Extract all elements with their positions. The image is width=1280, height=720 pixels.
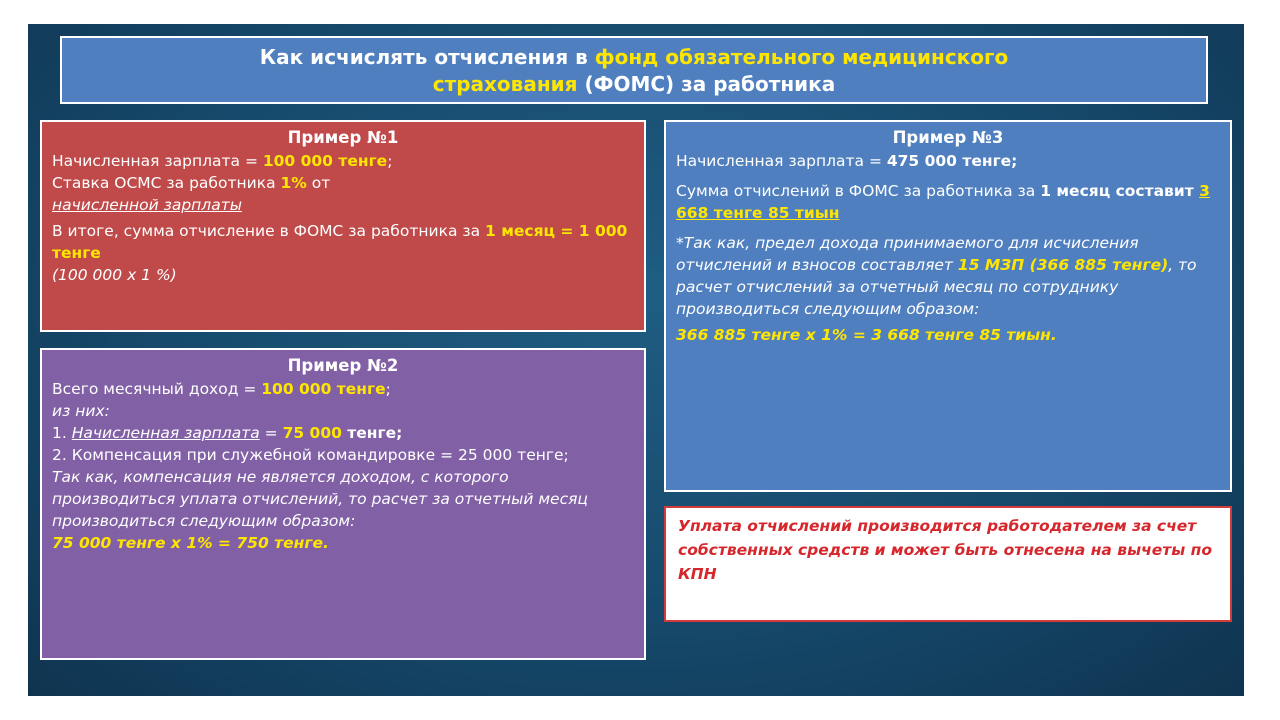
example-1-salary-value: 100 000 тенге (262, 152, 388, 170)
example-1-rate (52, 172, 634, 216)
example-1-rate-value: 1% (280, 174, 307, 192)
example-3-heading: Пример №3 (892, 128, 1004, 147)
title-highlight-2: страхования (432, 72, 578, 96)
notice-text: Уплата отчислений производится работодателем за счет собственных средств и может быть отнесена на вычеты по КПН (678, 517, 1213, 583)
example-2-item-1-unit: тенге; (341, 424, 403, 442)
example-1-result (52, 220, 634, 264)
example-1-result-label: В итоге, сумма отчисление в ФОМС за работника за (52, 222, 486, 240)
example-2-item-2: 2. Компенсация при служебной командировке = 25 000 тенге; (52, 446, 569, 464)
title-part2: (ФОМС) за работника (577, 72, 836, 96)
example-1-box (40, 120, 646, 332)
example-1-salary (52, 150, 634, 172)
example-3-note-part1: *Так как, предел дохода принимаемого для исчисления отчислений и взносов составляет (676, 234, 1139, 274)
example-2-income-label: Всего месячный доход = (52, 380, 262, 398)
example-3-sum-value: 3 668 тенге 85 тиын (676, 182, 1210, 222)
example-2-item-1-num: 1. (52, 424, 72, 442)
example-2-item-1-label: Начисленная зарплата (71, 424, 260, 442)
example-2-item-1-value: 75 000 (282, 424, 342, 442)
example-3-sum (676, 180, 1220, 224)
example-3-note-limit: 15 МЗП (366 885 тенге) (957, 256, 1169, 274)
example-1-rate-base: начисленной зарплаты (52, 196, 242, 214)
example-3-sum-period: 1 месяц составит (1040, 182, 1200, 200)
slide-title (60, 36, 1208, 104)
title-highlight-1: фонд обязательного медицинского (594, 45, 1009, 69)
example-1-salary-end: ; (387, 152, 393, 170)
example-3-salary (676, 150, 1220, 172)
example-1-result-value: 1 месяц = 1 000 тенге (52, 222, 628, 262)
example-3-salary-label: Начисленная зарплата = (676, 152, 887, 170)
title-part1: Как исчислять отчисления в (259, 45, 595, 69)
example-3-salary-value: 475 000 тенге; (886, 152, 1018, 170)
example-1-heading: Пример №1 (287, 128, 399, 147)
example-2-formula: 75 000 тенге х 1% = 750 тенге. (52, 534, 329, 552)
example-2-box (40, 348, 646, 660)
example-2-heading: Пример №2 (287, 356, 399, 375)
example-2-income-end: ; (385, 380, 391, 398)
example-3-box (664, 120, 1232, 492)
example-3-sum-label: Сумма отчислений в ФОМС за работника за (676, 182, 1041, 200)
slide (28, 24, 1244, 696)
example-3-note-part2: , то расчет отчислений за отчетный месяц по сотруднику производиться следующим образом: (676, 256, 1197, 318)
example-2-income-value: 100 000 тенге (261, 380, 386, 398)
example-1-formula: (100 000 х 1 %) (52, 266, 177, 284)
example-2-income (52, 378, 634, 400)
example-2-item-1-eq: = (259, 424, 283, 442)
example-3-formula: 366 885 тенге х 1% = 3 668 тенге 85 тиын. (676, 326, 1057, 344)
example-2-note: Так как, компенсация не является доходом, с которого производиться уплата отчислений, то расчет за отчетный месяц производиться следующим образом: (52, 468, 588, 530)
example-1-rate-from: от (306, 174, 331, 192)
example-3-note (676, 232, 1220, 320)
example-1-rate-label: Ставка ОСМС за работника (52, 174, 281, 192)
notice-box (664, 506, 1232, 622)
example-2-item-1 (52, 422, 634, 444)
example-1-salary-label: Начисленная зарплата = (52, 152, 263, 170)
example-2-of-them: из них: (52, 402, 110, 420)
